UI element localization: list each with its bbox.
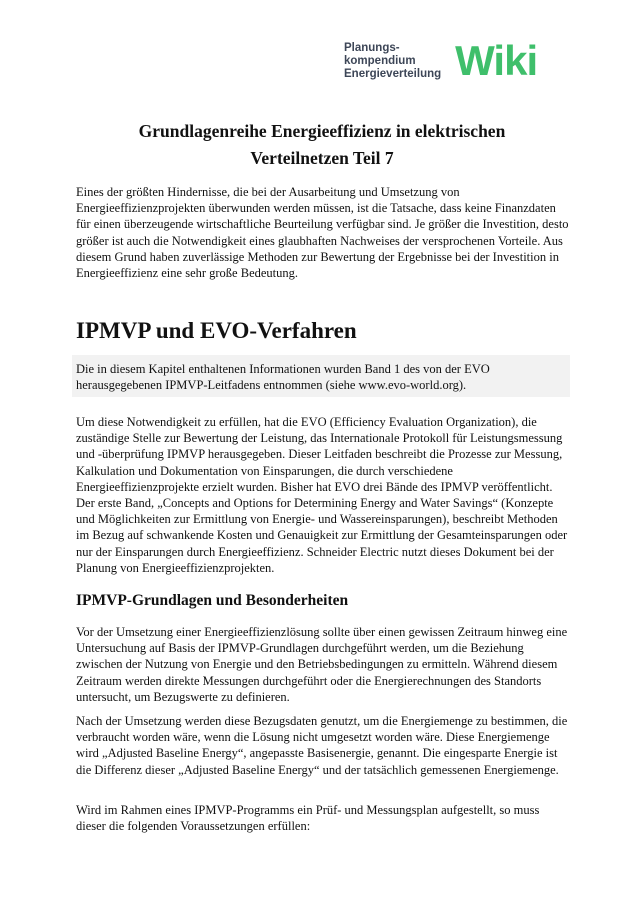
info-box-text: Die in diesem Kapitel enthaltenen Informationen wurden Band 1 des von der EVO herausgegebenen IPMVP-Leitfadens entnommen (siehe www.evo-world.org). [76, 362, 490, 393]
logo-text [344, 42, 441, 81]
grundlagen-paragraph-2: Nach der Umsetzung werden diese Bezugsdaten genutzt, um die Energiemenge zu bestimmen, die verbraucht worden wäre, wenn die Lösung nicht umgesetzt worden wäre. Diese Energiemenge wird „Adjusted Baseline Energy“, angepasste Basisenergie, genannt. Die eingesparte Energie ist die Differenz dieser „Adjusted Baseline Energy“ und der tatsächlich gemessenen Energiemenge. [76, 714, 568, 777]
logo-line-3: Energieverteilung [344, 67, 442, 80]
title-line-2: Verteilnetzen Teil 7 [250, 148, 394, 168]
document-title [76, 118, 568, 172]
grundlagen-paragraph-1: Vor der Umsetzung einer Energieeffizienzlösung sollte über einen gewissen Zeitraum hinweg eine Untersuchung auf Basis der IPMVP-Grundlagen durchgeführt werden, um die Beziehung zwischen der Nutzung von Energie und den Betriebsbedingungen zu ermitteln. Während diesem Zeitraum werden direkte Messungen durchgeführt oder die Energierechnungen des Standorts untersucht, um Bezugswerte zu definieren. [76, 625, 568, 704]
logo-line-1: Planungs- [344, 41, 400, 54]
section-heading-ipmvp-grundlagen: IPMVP-Grundlagen und Besonderheiten [76, 592, 349, 609]
logo-wiki-wordmark: Wiki [455, 37, 538, 84]
intro-paragraph: Eines der größten Hindernisse, die bei der Ausarbeitung und Umsetzung von Energieeffizienzprojekten überwunden werden müssen, ist die Tatsache, dass keine Finanzdaten für einen überzeugende wirtschaftliche Beurteilung verfügbar sind. Je größer die Investition, desto größer ist auch die Notwendigkeit eines glaubhaften Nachweises der versprochenen Vorteile. Aus diesem Grund haben zuverlässige Methoden zur Bewertung der Ergebnisse bei der Investition in Energieeffizienz eine sehr große Bedeutung. [76, 185, 569, 281]
evo-paragraph: Um diese Notwendigkeit zu erfüllen, hat die EVO (Efficiency Evaluation Organization), die zuständige Stelle zur Bewertung der Leistung, das Internationale Protokoll für Leistungsmessung und -überprüfung IPMVP herausgegeben. Dieser Leitfaden beschreibt die Prozesse zur Messung, Kalkulation und Dokumentation von Einsparungen, die durch verschiedene Energieeffizienzprojekte erzielt wurden. Bisher hat EVO drei Bände des IPMVP veröffentlicht. Der erste Band, „Concepts and Options for Determining Energy and Water Savings“ (Konzepte und Möglichkeiten zur Ermittlung von Energie- und Wassereinsparungen), beschreibt Methoden im Bezug auf schwankende Kosten und Genauigkeit zur Ermittlung der Gesamteinsparungen oder nur der Einsparungen durch Energieeffizienz. Schneider Electric nutzt dieses Dokument bei der Planung von Energieeffizienzprojekten. [76, 415, 568, 575]
section-heading-ipmvp-evo: IPMVP und EVO-Verfahren [76, 318, 357, 343]
logo-line-2: kompendium [344, 54, 416, 67]
grundlagen-paragraph-3: Wird im Rahmen eines IPMVP-Programms ein Prüf- und Messungsplan aufgestellt, so muss dieser die folgenden Voraussetzungen erfüllen: [76, 803, 540, 834]
title-line-1: Grundlagenreihe Energieeffizienz in elektrischen [138, 121, 506, 141]
logo [344, 37, 538, 84]
